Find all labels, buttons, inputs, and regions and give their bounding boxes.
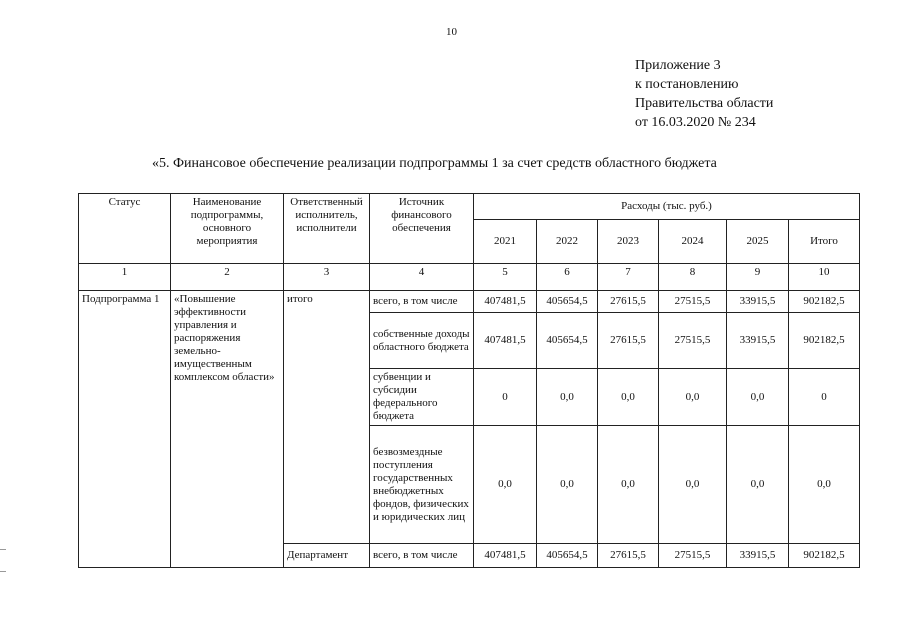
column-number: 1	[79, 264, 171, 291]
column-number: 5	[474, 264, 537, 291]
subprogram-name-cell: «Повышение эффективности управления и распоряжения земельно-имущественным комплексом области»	[171, 291, 284, 568]
value-cell: 27515,5	[659, 291, 727, 313]
value-cell: 902182,5	[789, 313, 860, 369]
appendix-line: от 16.03.2020 № 234	[635, 115, 756, 130]
value-cell: 0	[474, 369, 537, 426]
value-cell: 0,0	[598, 369, 659, 426]
source-cell: всего, в том числе	[370, 544, 474, 568]
column-number: 6	[537, 264, 598, 291]
header-name: Наименование подпрограммы, основного мероприятия	[171, 194, 284, 264]
source-cell: всего, в том числе	[370, 291, 474, 313]
value-cell: 0,0	[474, 426, 537, 544]
header-expenses: Расходы (тыс. руб.)	[474, 194, 860, 220]
header-year: 2023	[598, 220, 659, 264]
value-cell: 407481,5	[474, 291, 537, 313]
header-total: Итого	[789, 220, 860, 264]
value-cell: 0,0	[659, 369, 727, 426]
column-number: 10	[789, 264, 860, 291]
source-cell: субвенции и субсидии федерального бюджета	[370, 369, 474, 426]
value-cell: 0,0	[789, 426, 860, 544]
value-cell: 0,0	[727, 369, 789, 426]
column-number: 2	[171, 264, 284, 291]
margin-mark	[0, 549, 6, 550]
appendix-line: Приложение 3	[635, 58, 721, 73]
value-cell: 33915,5	[727, 544, 789, 568]
document-title: «5. Финансовое обеспечение реализации подпрограммы 1 за счет средств областного бюджета	[152, 156, 717, 171]
column-number: 9	[727, 264, 789, 291]
header-year: 2025	[727, 220, 789, 264]
value-cell: 407481,5	[474, 313, 537, 369]
value-cell: 0	[789, 369, 860, 426]
value-cell: 27615,5	[598, 544, 659, 568]
source-cell: собственные доходы областного бюджета	[370, 313, 474, 369]
value-cell: 0,0	[537, 426, 598, 544]
column-number: 4	[370, 264, 474, 291]
value-cell: 405654,5	[537, 544, 598, 568]
value-cell: 407481,5	[474, 544, 537, 568]
value-cell: 33915,5	[727, 313, 789, 369]
responsible-cell: итого	[284, 291, 370, 544]
responsible-cell: Департамент	[284, 544, 370, 568]
value-cell: 27515,5	[659, 313, 727, 369]
status-cell: Подпрограмма 1	[79, 291, 171, 568]
value-cell: 27515,5	[659, 544, 727, 568]
source-cell: безвозмездные поступления государственных внебюджетных фондов, физических и юридических лиц	[370, 426, 474, 544]
value-cell: 0,0	[598, 426, 659, 544]
column-number: 3	[284, 264, 370, 291]
header-year: 2022	[537, 220, 598, 264]
value-cell: 33915,5	[727, 291, 789, 313]
margin-mark	[0, 571, 6, 572]
header-status: Статус	[79, 194, 171, 264]
header-year: 2021	[474, 220, 537, 264]
column-number: 8	[659, 264, 727, 291]
value-cell: 902182,5	[789, 544, 860, 568]
header-responsible: Ответственный исполнитель, исполнители	[284, 194, 370, 264]
header-year: 2024	[659, 220, 727, 264]
financing-table	[78, 193, 860, 568]
header-source: Источник финансового обеспечения	[370, 194, 474, 264]
column-number: 7	[598, 264, 659, 291]
value-cell: 0,0	[727, 426, 789, 544]
value-cell: 0,0	[537, 369, 598, 426]
appendix-line: Правительства области	[635, 96, 774, 111]
value-cell: 27615,5	[598, 291, 659, 313]
value-cell: 902182,5	[789, 291, 860, 313]
appendix-block	[635, 56, 773, 132]
value-cell: 405654,5	[537, 313, 598, 369]
appendix-line: к постановлению	[635, 77, 739, 92]
value-cell: 405654,5	[537, 291, 598, 313]
value-cell: 0,0	[659, 426, 727, 544]
page-number: 10	[446, 26, 457, 38]
value-cell: 27615,5	[598, 313, 659, 369]
